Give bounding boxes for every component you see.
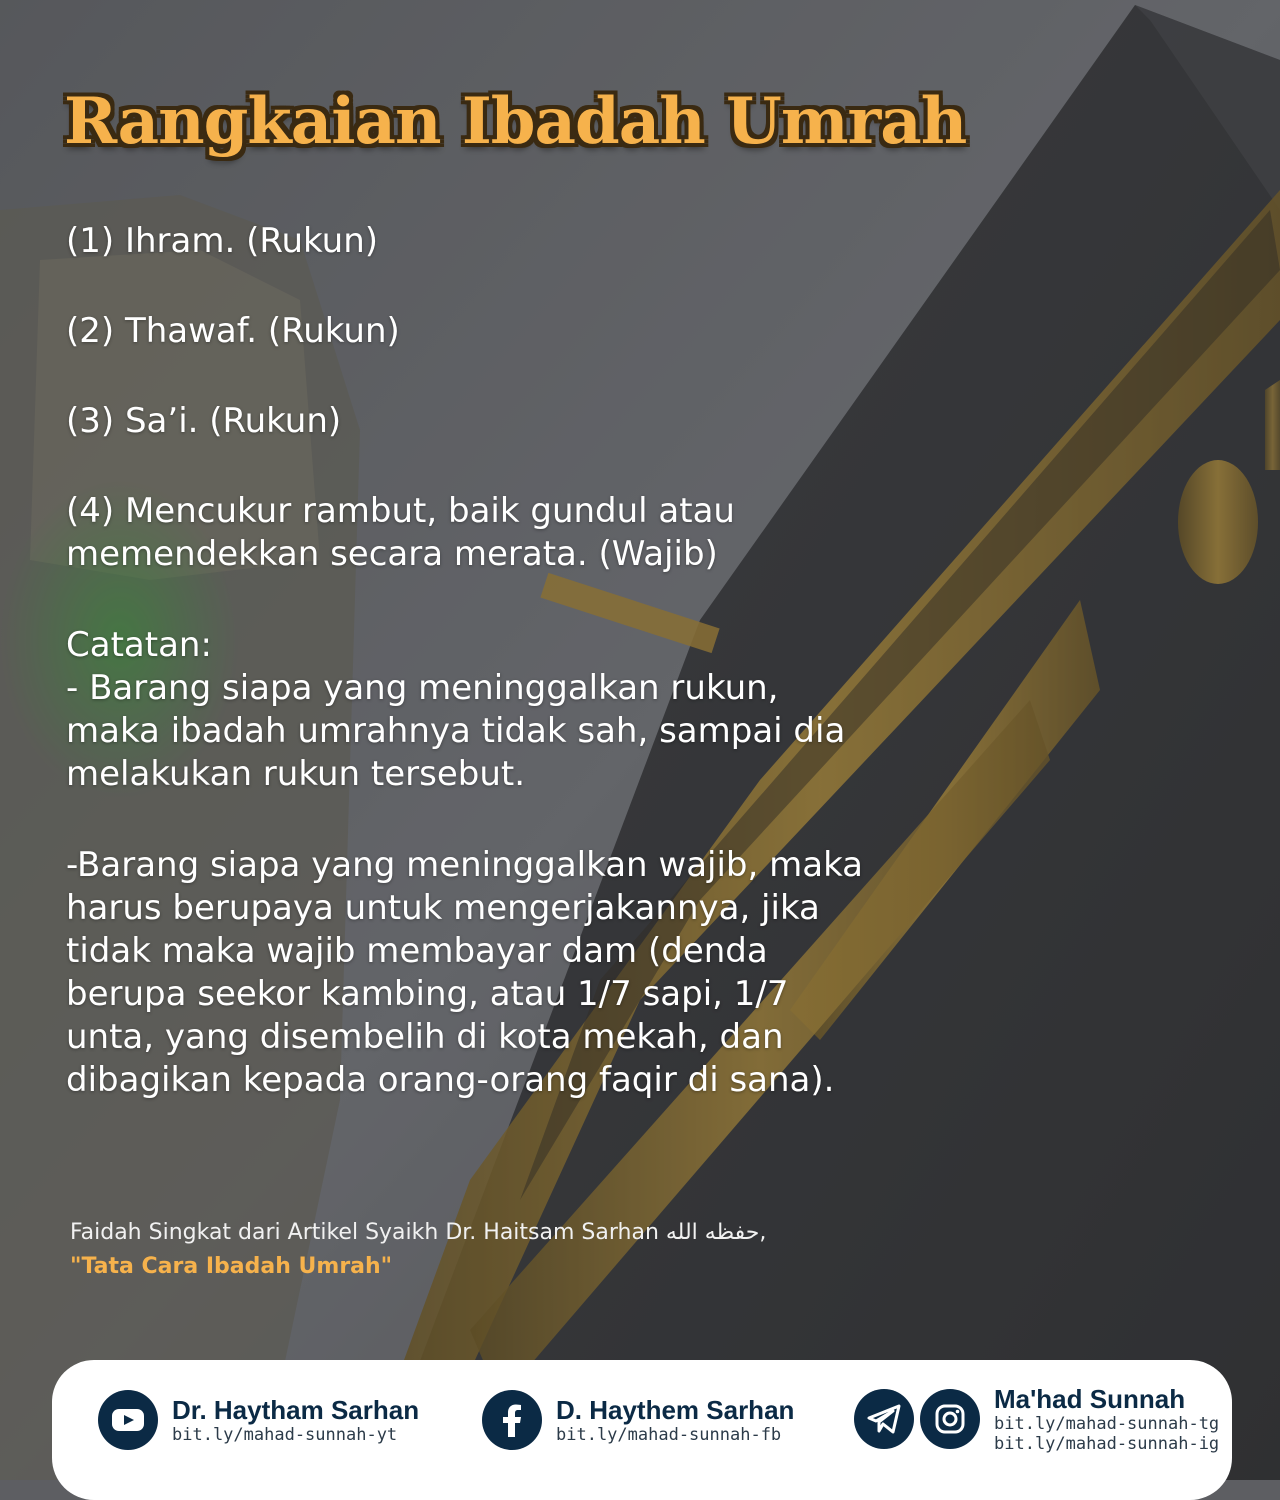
source-credit xyxy=(70,1216,766,1284)
footer-social[interactable] xyxy=(854,1384,1219,1454)
content-block xyxy=(66,220,866,1102)
instagram-link[interactable]: bit.ly/mahad-sunnah-ig xyxy=(994,1434,1220,1454)
youtube-link[interactable]: bit.ly/mahad-sunnah-yt xyxy=(172,1425,398,1445)
social-account-name: Ma'had Sunnah xyxy=(994,1384,1186,1414)
note-wajib: -Barang siapa yang meninggalkan wajib, maka harus berupaya untuk mengerjakannya, jika tidak maka wajib membayar dam (denda berupa seekor kambing, atau 1/7 sapi, 1/7 unta, yang disembelih di kota mekah, dan dibagikan kepada orang-orang faqir di sana). xyxy=(66,845,864,1100)
list-item-thawaf: (2) Thawaf. (Rukun) xyxy=(66,311,400,351)
footer-facebook[interactable] xyxy=(482,1390,794,1450)
telegram-icon xyxy=(854,1389,914,1449)
footer-youtube[interactable] xyxy=(98,1390,419,1450)
notes-heading: Catatan: xyxy=(66,625,212,665)
youtube-channel-name: Dr. Haytham Sarhan xyxy=(172,1395,420,1425)
telegram-link[interactable]: bit.ly/mahad-sunnah-tg xyxy=(994,1414,1220,1434)
list-item-ihram: (1) Ihram. (Rukun) xyxy=(66,221,379,261)
list-item-sai: (3) Sa’i. (Rukun) xyxy=(66,401,342,441)
facebook-page-name: D. Haythem Sarhan xyxy=(556,1395,795,1425)
youtube-icon xyxy=(98,1390,158,1450)
instagram-icon xyxy=(920,1389,980,1449)
footer-bar xyxy=(52,1360,1232,1500)
source-article-title: "Tata Cara Ibadah Umrah" xyxy=(70,1254,393,1279)
source-text: Faidah Singkat dari Artikel Syaikh Dr. Haitsam Sarhan حفظه الله, xyxy=(70,1220,767,1245)
list-item-mencukur: (4) Mencukur rambut, baik gundul atau memendekkan secara merata. (Wajib) xyxy=(66,491,735,574)
facebook-icon xyxy=(482,1390,542,1450)
note-rukun: - Barang siapa yang meninggalkan rukun, maka ibadah umrahnya tidak sah, sampai dia melakukan rukun tersebut. xyxy=(66,668,846,794)
page-title: Rangkaian Ibadah Umrah xyxy=(64,84,967,159)
facebook-link[interactable]: bit.ly/mahad-sunnah-fb xyxy=(556,1425,782,1445)
